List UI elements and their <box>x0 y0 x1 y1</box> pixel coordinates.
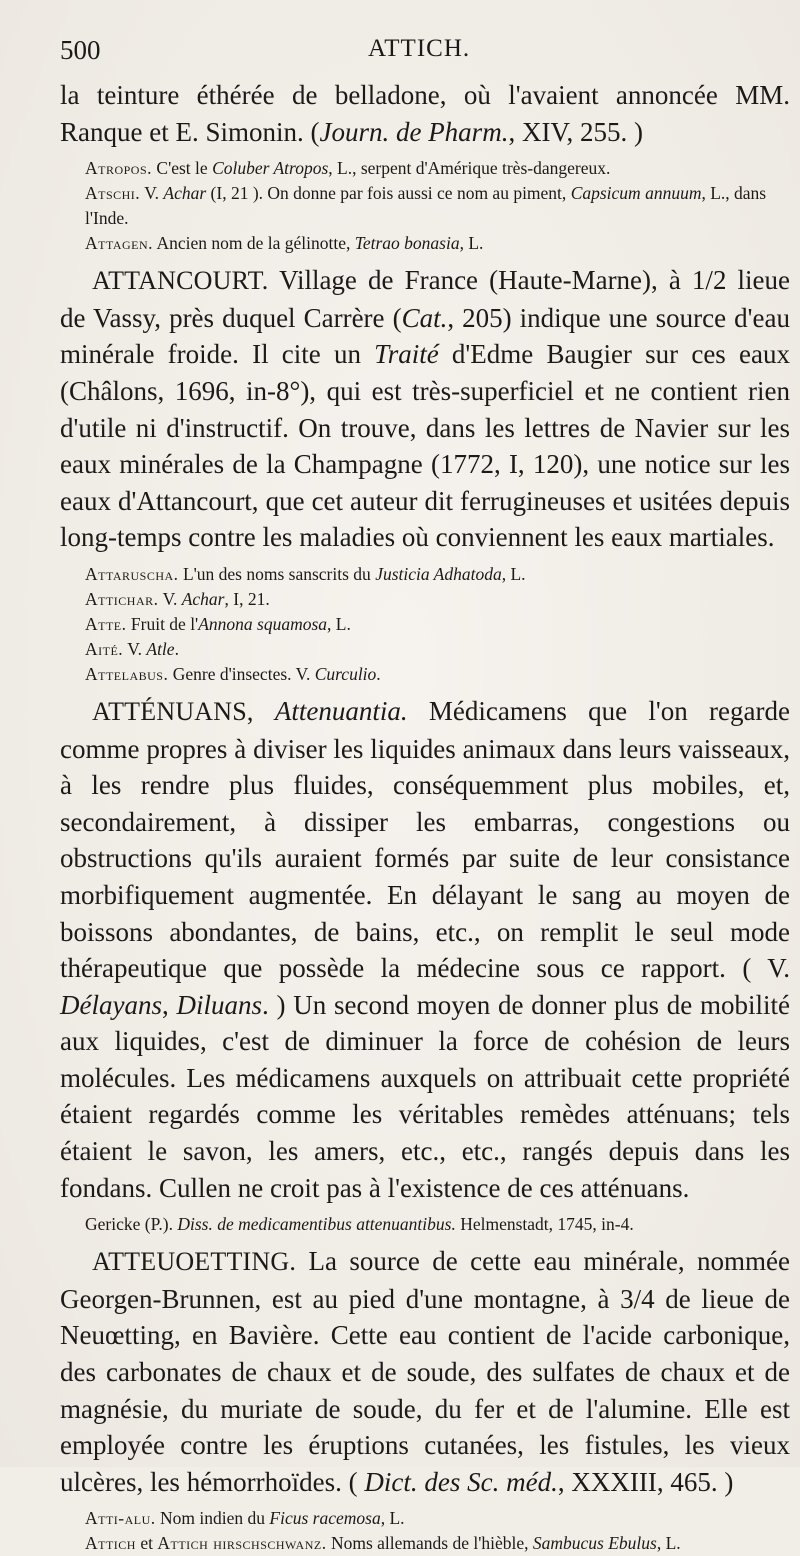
page-number: 500 <box>60 35 101 65</box>
entry-attancourt: ATTANCOURT. Village de France (Haute-Marne), à 1/2 lieue de Vassy, près duquel Carrère (Cat., 205) indique une source d'eau minérale froide. Il cite un Traité d'Edme Baugier sur ces eaux (Châlons, 1696, in-8°), qui est très-superficiel et ne contient rien d'utile ni d'instructif. On trouve, dans les lettres de Navier sur les eaux minérales de la Champagne (1772, I, 120), une notice sur les eaux d'Attancourt, que cet auteur dit ferrugineuses et usitées depuis long-temps contre les maladies où conviennent les eaux martiales. <box>60 265 791 553</box>
entry-atte: Atte. Fruit de l'Annona squamosa, L. <box>85 613 351 634</box>
entry-attichar: Attichar. V. Achar, I, 21. <box>85 588 270 609</box>
entry-attelabus: Attelabus. Genre d'insectes. V. Curculio. <box>85 663 381 684</box>
entry-atti-alu: Atti-alu. Nom indien du Ficus racemosa, L. <box>85 1508 405 1529</box>
entry-aite: Aité. V. Atle. <box>85 638 179 659</box>
running-title: ATTICH. <box>368 35 471 62</box>
entry-attenuans: ATTÉNUANS, Attenuantia. Médicamens que l'on regarde comme propres à diviser les liquides animaux dans leurs vaisseaux, à les rendre plus fluides, conséquemment plus mobiles, et, secondairement, à dissiper les embarras, congestions ou obstructions qu'ils auraient formés par suite de leur consistance morbifiquement augmentée. En délayant le sang au moyen de boissons abondantes, de bains, etc., on remplit le seul mode thérapeutique que possède la médecine sous ce rapport. ( V. Délayans, Diluans. ) Un second moyen de donner plus de mobilité aux liquides, c'est de diminuer la force de cohésion de leurs molécules. Les médicamens auxquels on attribuait cette propriété étaient regardés comme les véritables remèdes atténuans; tels étaient le savon, les amers, etc., etc., rangés depuis dans les fondans. Cullen ne croit pas à l'existence de ces atténuans. <box>60 695 790 1203</box>
page-body <box>60 77 790 1556</box>
entry-attagen: Attagen. Ancien nom de la gélinotte, Tetrao bonasia, L. <box>85 233 484 254</box>
entry-attaruscha: Attaruscha. L'un des noms sanscrits du Justicia Adhatoda, L. <box>85 563 526 584</box>
entry-atschi: Atschi. V. Achar (I, 21 ). On donne par fois aussi ce nom au piment, Capsicum annuum, L., dans l'Inde. <box>85 183 767 229</box>
entry-attich: Attich et Attich hirschschwanz. Noms allemands de l'hièble, Sambucus Ebulus, L. <box>85 1533 681 1554</box>
entry-atropos: Atropos. C'est le Coluber Atropos, L., serpent d'Amérique très-dangereux. <box>85 158 611 179</box>
continuation-paragraph: la teinture éthérée de belladone, où l'avaient annoncée MM. Ranque et E. Simonin. (Journ. de Pharm., XIV, 255. ) <box>60 80 790 147</box>
bibliography-gericke: Gericke (P.). Diss. de medicamentibus attenuantibus. Helmenstadt, 1745, in-4. <box>85 1214 634 1235</box>
page-header <box>60 35 770 69</box>
entry-atteuoetting: ATTEUOETTING. La source de cette eau minérale, nommée Georgen-Brunnen, est au pied d'une montagne, à 3/4 de lieue de Neuœtting, en Bavière. Cette eau contient de l'acide carbonique, des carbonates de chaux et de soude, des sulfates de chaux et de magnésie, du muriate de soude, du fer et de l'alumine. Elle est employée contre les éruptions cutanées, les fistules, les vieux ulcères, les hémorrhoïdes. ( Dict. des Sc. méd., XXXIII, 465. ) <box>60 1246 790 1497</box>
